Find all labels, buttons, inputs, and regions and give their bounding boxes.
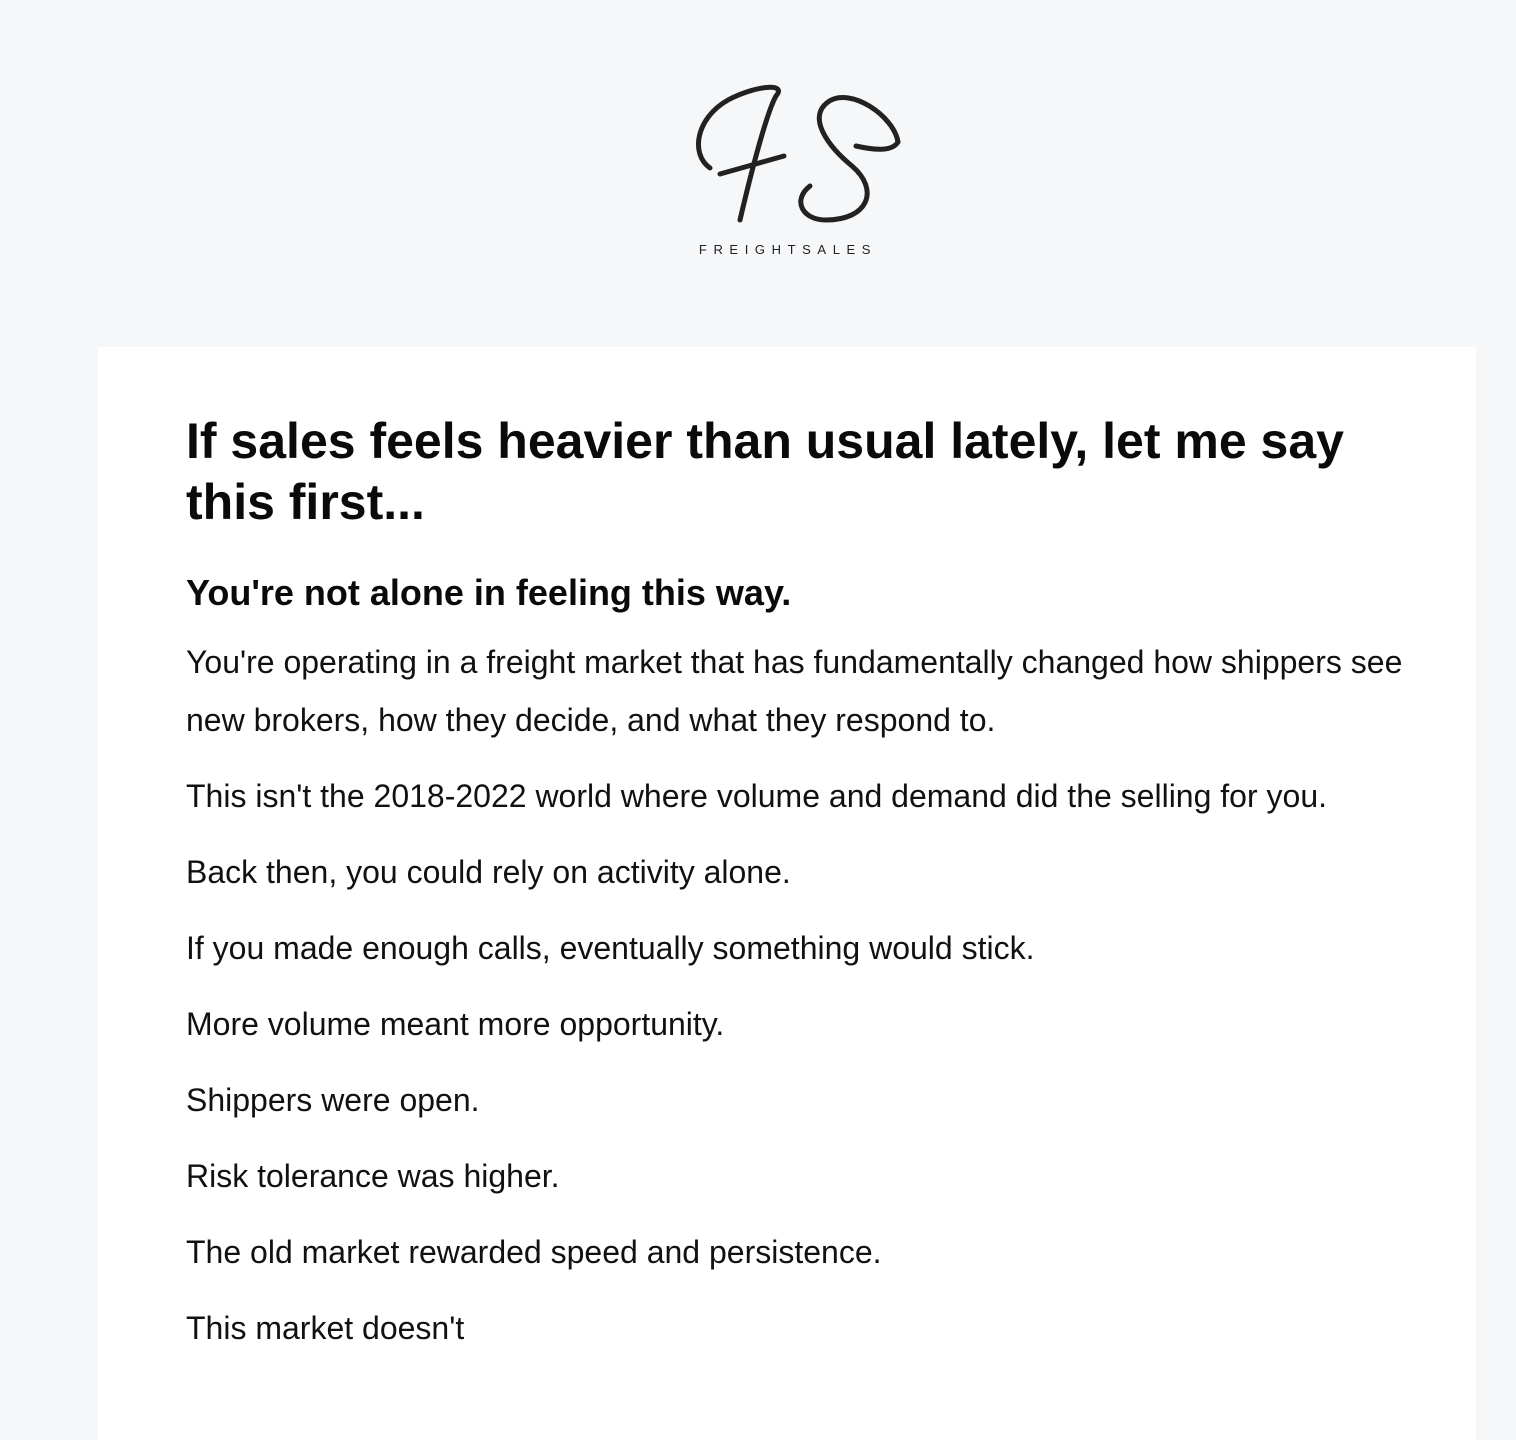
email-header [0, 0, 1516, 347]
paragraph-9: This market doesn't [186, 1310, 465, 1346]
paragraph-4: If you made enough calls, eventually something would stick. [186, 930, 1035, 966]
email-headline: If sales feels heavier than usual lately, let me say this first... [186, 413, 1344, 530]
email-subheadline: You're not alone in feeling this way. [186, 572, 792, 613]
brand-name: FREIGHTSALES [698, 242, 878, 257]
email-content [186, 411, 1406, 1357]
paragraph-8: The old market rewarded speed and persistence. [186, 1234, 882, 1270]
paragraph-1: You're operating in a freight market that has fundamentally changed how shippers see new brokers, how they decide, and what they respond to. [186, 644, 1403, 738]
paragraph-7: Risk tolerance was higher. [186, 1158, 560, 1194]
bottom-fade [98, 1380, 1476, 1440]
email-body-card [98, 347, 1476, 1440]
fs-monogram-icon [680, 74, 920, 234]
paragraph-2: This isn't the 2018-2022 world where volume and demand did the selling for you. [186, 778, 1327, 814]
freightsales-logo[interactable] [680, 74, 920, 274]
paragraph-3: Back then, you could rely on activity alone. [186, 854, 791, 890]
paragraph-6: Shippers were open. [186, 1082, 480, 1118]
paragraph-5: More volume meant more opportunity. [186, 1006, 725, 1042]
